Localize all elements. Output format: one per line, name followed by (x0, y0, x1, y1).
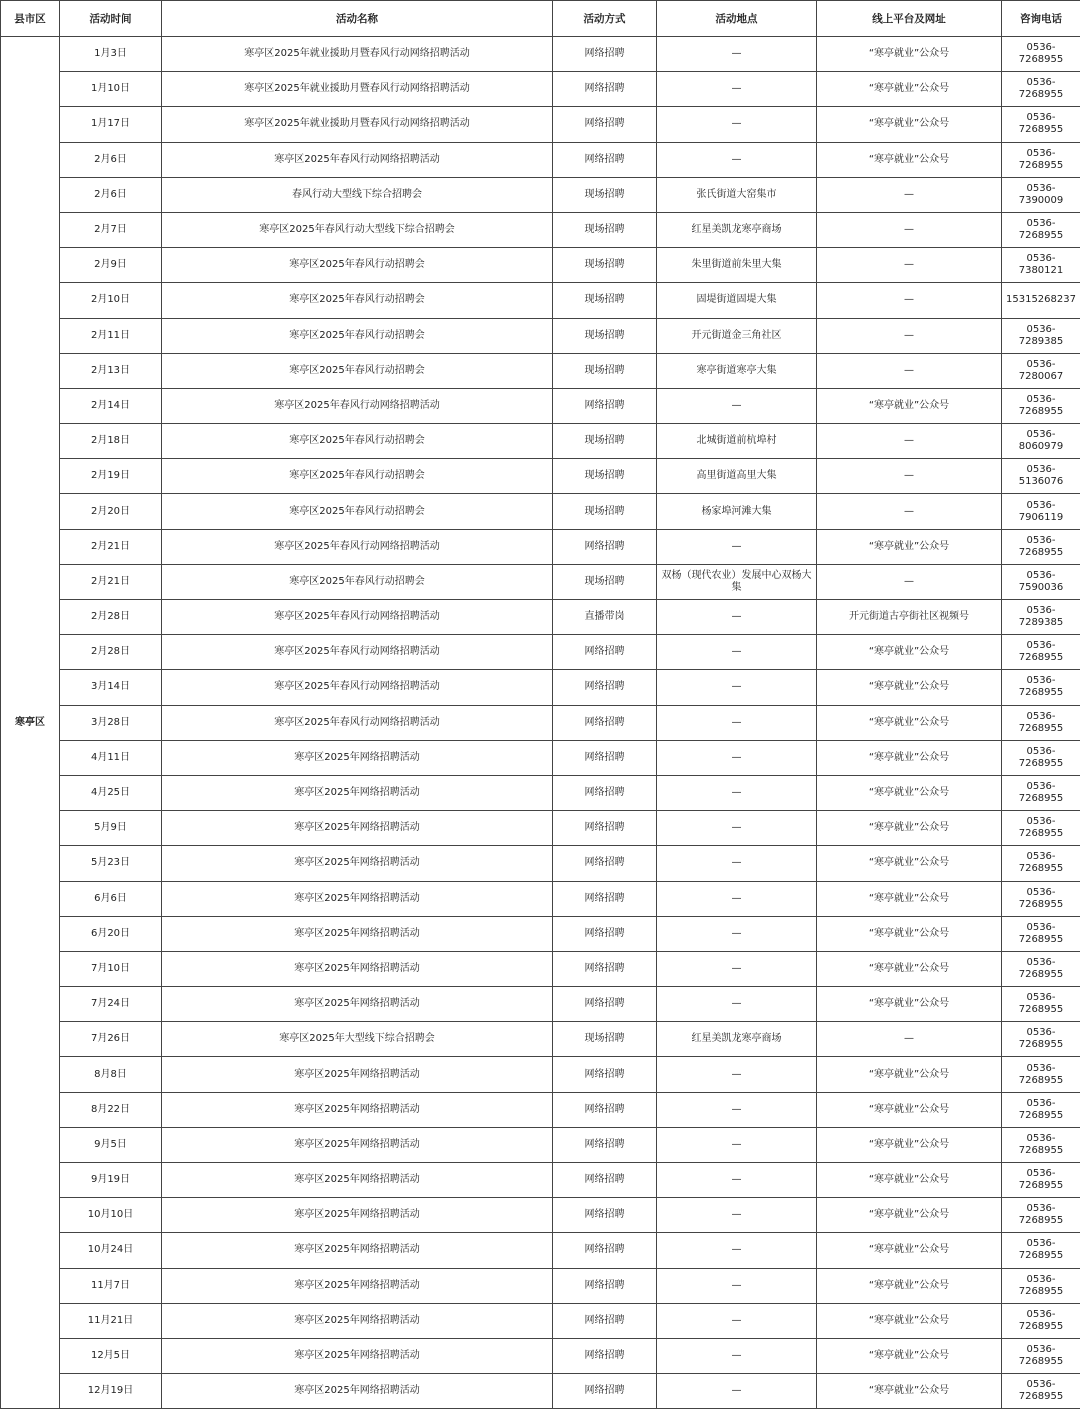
cell-phone: 0536-7268955 (1002, 1057, 1080, 1092)
table-row (1, 459, 1080, 494)
cell-name: 寒亭区2025年网络招聘活动 (162, 1163, 553, 1198)
cell-name: 寒亭区2025年网络招聘活动 (162, 987, 553, 1022)
cell-method: 网络招聘 (553, 388, 657, 423)
cell-name: 寒亭区2025年就业援助月暨春风行动网络招聘活动 (162, 107, 553, 142)
cell-time: 2月19日 (60, 459, 162, 494)
cell-name: 寒亭区2025年春风行动网络招聘活动 (162, 705, 553, 740)
col-header-name: 活动名称 (162, 1, 553, 37)
cell-name: 寒亭区2025年春风行动招聘会 (162, 424, 553, 459)
cell-location: — (657, 740, 817, 775)
cell-phone: 0536-7268955 (1002, 142, 1080, 177)
cell-phone: 0536-7268955 (1002, 72, 1080, 107)
cell-time: 2月6日 (60, 142, 162, 177)
cell-method: 网络招聘 (553, 1233, 657, 1268)
cell-location: — (657, 1338, 817, 1373)
cell-location: — (657, 600, 817, 635)
cell-name: 寒亭区2025年春风行动招聘会 (162, 564, 553, 599)
cell-platform: “寒亭就业”公众号 (817, 987, 1002, 1022)
cell-time: 5月9日 (60, 811, 162, 846)
cell-location: — (657, 1268, 817, 1303)
cell-time: 12月19日 (60, 1374, 162, 1409)
table-row (1, 916, 1080, 951)
cell-name: 寒亭区2025年网络招聘活动 (162, 1268, 553, 1303)
cell-location: — (657, 37, 817, 72)
cell-time: 2月18日 (60, 424, 162, 459)
cell-time: 10月24日 (60, 1233, 162, 1268)
cell-platform: “寒亭就业”公众号 (817, 951, 1002, 986)
cell-location: — (657, 705, 817, 740)
cell-method: 现场招聘 (553, 318, 657, 353)
cell-time: 11月21日 (60, 1303, 162, 1338)
cell-time: 1月10日 (60, 72, 162, 107)
cell-phone: 0536-7268955 (1002, 37, 1080, 72)
cell-phone: 0536-5136076 (1002, 459, 1080, 494)
cell-location: — (657, 1303, 817, 1338)
cell-method: 网络招聘 (553, 1198, 657, 1233)
cell-method: 现场招聘 (553, 564, 657, 599)
cell-phone: 0536-7268955 (1002, 775, 1080, 810)
table-row (1, 388, 1080, 423)
cell-platform: — (817, 424, 1002, 459)
cell-platform: — (817, 177, 1002, 212)
cell-platform: 开元街道古亭街社区视频号 (817, 600, 1002, 635)
cell-phone: 0536-7906119 (1002, 494, 1080, 529)
cell-platform: “寒亭就业”公众号 (817, 1092, 1002, 1127)
cell-method: 现场招聘 (553, 459, 657, 494)
cell-phone: 0536-7268955 (1002, 1268, 1080, 1303)
cell-phone: 0536-7268955 (1002, 635, 1080, 670)
cell-platform: — (817, 1022, 1002, 1057)
table-row (1, 142, 1080, 177)
col-header-method: 活动方式 (553, 1, 657, 37)
cell-location: — (657, 811, 817, 846)
table-row (1, 740, 1080, 775)
cell-location: — (657, 951, 817, 986)
cell-time: 2月21日 (60, 564, 162, 599)
cell-location: — (657, 846, 817, 881)
cell-phone: 0536-7268955 (1002, 1338, 1080, 1373)
cell-time: 8月22日 (60, 1092, 162, 1127)
cell-location: — (657, 1127, 817, 1162)
cell-time: 1月17日 (60, 107, 162, 142)
cell-platform: “寒亭就业”公众号 (817, 705, 1002, 740)
cell-name: 寒亭区2025年春风行动招聘会 (162, 248, 553, 283)
cell-phone: 0536-7268955 (1002, 1233, 1080, 1268)
table-row (1, 1233, 1080, 1268)
cell-method: 网络招聘 (553, 916, 657, 951)
cell-location: — (657, 635, 817, 670)
cell-method: 网络招聘 (553, 951, 657, 986)
cell-phone: 0536-7268955 (1002, 881, 1080, 916)
cell-platform: “寒亭就业”公众号 (817, 881, 1002, 916)
cell-time: 9月5日 (60, 1127, 162, 1162)
cell-location: — (657, 670, 817, 705)
cell-platform: — (817, 212, 1002, 247)
cell-platform: “寒亭就业”公众号 (817, 1127, 1002, 1162)
cell-name: 寒亭区2025年春风行动招聘会 (162, 459, 553, 494)
cell-time: 2月21日 (60, 529, 162, 564)
cell-time: 8月8日 (60, 1057, 162, 1092)
cell-location: — (657, 1092, 817, 1127)
cell-location: — (657, 142, 817, 177)
cell-platform: — (817, 353, 1002, 388)
cell-location: 朱里街道前朱里大集 (657, 248, 817, 283)
cell-phone: 15315268237 (1002, 283, 1080, 318)
cell-time: 7月10日 (60, 951, 162, 986)
cell-name: 寒亭区2025年网络招聘活动 (162, 1127, 553, 1162)
cell-phone: 0536-7390009 (1002, 177, 1080, 212)
table-row (1, 424, 1080, 459)
cell-phone: 0536-7268955 (1002, 987, 1080, 1022)
cell-phone: 0536-7268955 (1002, 529, 1080, 564)
table-row (1, 1268, 1080, 1303)
cell-name: 寒亭区2025年春风行动招聘会 (162, 283, 553, 318)
cell-location: 双杨（现代农业）发展中心双杨大集 (657, 564, 817, 599)
cell-platform: “寒亭就业”公众号 (817, 1268, 1002, 1303)
cell-platform: “寒亭就业”公众号 (817, 811, 1002, 846)
table-row (1, 1338, 1080, 1373)
cell-location: — (657, 1233, 817, 1268)
cell-name: 寒亭区2025年就业援助月暨春风行动网络招聘活动 (162, 72, 553, 107)
table-row (1, 635, 1080, 670)
cell-name: 寒亭区2025年春风行动网络招聘活动 (162, 600, 553, 635)
cell-phone: 0536-7268955 (1002, 670, 1080, 705)
cell-time: 11月7日 (60, 1268, 162, 1303)
cell-time: 2月10日 (60, 283, 162, 318)
cell-platform: — (817, 283, 1002, 318)
cell-phone: 0536-7268955 (1002, 951, 1080, 986)
cell-phone: 0536-8060979 (1002, 424, 1080, 459)
cell-platform: “寒亭就业”公众号 (817, 1163, 1002, 1198)
cell-method: 网络招聘 (553, 1057, 657, 1092)
cell-method: 网络招聘 (553, 670, 657, 705)
cell-method: 网络招聘 (553, 775, 657, 810)
table-row (1, 529, 1080, 564)
cell-location: — (657, 107, 817, 142)
cell-method: 网络招聘 (553, 1092, 657, 1127)
cell-method: 网络招聘 (553, 705, 657, 740)
cell-name: 寒亭区2025年春风行动招聘会 (162, 494, 553, 529)
cell-method: 网络招聘 (553, 1374, 657, 1409)
table-row (1, 670, 1080, 705)
cell-phone: 0536-7268955 (1002, 1163, 1080, 1198)
header-row (1, 1, 1080, 37)
cell-method: 网络招聘 (553, 1127, 657, 1162)
cell-name: 寒亭区2025年网络招聘活动 (162, 1198, 553, 1233)
cell-phone: 0536-7268955 (1002, 916, 1080, 951)
cell-name: 寒亭区2025年就业援助月暨春风行动网络招聘活动 (162, 37, 553, 72)
cell-name: 寒亭区2025年网络招聘活动 (162, 1338, 553, 1373)
cell-method: 网络招聘 (553, 881, 657, 916)
cell-phone: 0536-7380121 (1002, 248, 1080, 283)
cell-name: 寒亭区2025年网络招聘活动 (162, 1233, 553, 1268)
cell-phone: 0536-7268955 (1002, 1092, 1080, 1127)
cell-method: 网络招聘 (553, 1338, 657, 1373)
cell-phone: 0536-7268955 (1002, 740, 1080, 775)
cell-phone: 0536-7268955 (1002, 388, 1080, 423)
cell-name: 寒亭区2025年春风行动网络招聘活动 (162, 670, 553, 705)
table-row (1, 1092, 1080, 1127)
col-header-location: 活动地点 (657, 1, 817, 37)
cell-location: — (657, 72, 817, 107)
cell-location: — (657, 1057, 817, 1092)
table-row (1, 1163, 1080, 1198)
cell-name: 寒亭区2025年大型线下综合招聘会 (162, 1022, 553, 1057)
cell-name: 寒亭区2025年春风行动招聘会 (162, 318, 553, 353)
col-header-phone: 咨询电话 (1002, 1, 1080, 37)
cell-platform: “寒亭就业”公众号 (817, 670, 1002, 705)
cell-time: 2月9日 (60, 248, 162, 283)
cell-method: 网络招聘 (553, 635, 657, 670)
table-row (1, 353, 1080, 388)
cell-name: 寒亭区2025年网络招聘活动 (162, 916, 553, 951)
cell-name: 寒亭区2025年网络招聘活动 (162, 811, 553, 846)
cell-platform: “寒亭就业”公众号 (817, 1057, 1002, 1092)
col-header-district: 县市区 (1, 1, 60, 37)
cell-time: 2月6日 (60, 177, 162, 212)
cell-location: 固堤街道固堤大集 (657, 283, 817, 318)
cell-time: 4月25日 (60, 775, 162, 810)
cell-location: 红星美凯龙寒亭商场 (657, 1022, 817, 1057)
table-row (1, 72, 1080, 107)
cell-method: 网络招聘 (553, 529, 657, 564)
cell-platform: “寒亭就业”公众号 (817, 1233, 1002, 1268)
cell-platform: — (817, 494, 1002, 529)
cell-method: 现场招聘 (553, 177, 657, 212)
cell-name: 春风行动大型线下综合招聘会 (162, 177, 553, 212)
cell-platform: “寒亭就业”公众号 (817, 1198, 1002, 1233)
cell-time: 3月28日 (60, 705, 162, 740)
cell-method: 网络招聘 (553, 740, 657, 775)
cell-location: 开元街道金三角社区 (657, 318, 817, 353)
cell-platform: “寒亭就业”公众号 (817, 72, 1002, 107)
cell-name: 寒亭区2025年网络招聘活动 (162, 775, 553, 810)
cell-time: 2月7日 (60, 212, 162, 247)
cell-phone: 0536-7289385 (1002, 600, 1080, 635)
cell-method: 网络招聘 (553, 37, 657, 72)
table-row (1, 212, 1080, 247)
cell-phone: 0536-7268955 (1002, 705, 1080, 740)
table-row (1, 846, 1080, 881)
table-row (1, 107, 1080, 142)
table-row (1, 1127, 1080, 1162)
cell-method: 网络招聘 (553, 142, 657, 177)
cell-platform: “寒亭就业”公众号 (817, 388, 1002, 423)
table-row (1, 1198, 1080, 1233)
table-row (1, 248, 1080, 283)
district-cell: 寒亭区 (1, 37, 60, 1409)
cell-method: 网络招聘 (553, 846, 657, 881)
table-row (1, 775, 1080, 810)
cell-location: 寒亭街道寒亭大集 (657, 353, 817, 388)
cell-name: 寒亭区2025年网络招聘活动 (162, 1303, 553, 1338)
cell-platform: “寒亭就业”公众号 (817, 775, 1002, 810)
cell-phone: 0536-7268955 (1002, 1127, 1080, 1162)
cell-method: 现场招聘 (553, 1022, 657, 1057)
cell-phone: 0536-7280067 (1002, 353, 1080, 388)
cell-location: — (657, 388, 817, 423)
table-row (1, 1303, 1080, 1338)
cell-location: 高里街道高里大集 (657, 459, 817, 494)
table-row (1, 705, 1080, 740)
cell-location: — (657, 987, 817, 1022)
table-row (1, 37, 1080, 72)
cell-location: 张氏街道大窑集市 (657, 177, 817, 212)
cell-platform: — (817, 564, 1002, 599)
cell-location: 北城街道前杭埠村 (657, 424, 817, 459)
cell-platform: “寒亭就业”公众号 (817, 846, 1002, 881)
cell-phone: 0536-7268955 (1002, 1022, 1080, 1057)
cell-name: 寒亭区2025年春风行动招聘会 (162, 353, 553, 388)
cell-time: 6月6日 (60, 881, 162, 916)
cell-location: — (657, 1198, 817, 1233)
cell-name: 寒亭区2025年春风行动大型线下综合招聘会 (162, 212, 553, 247)
cell-method: 现场招聘 (553, 212, 657, 247)
table-row (1, 564, 1080, 599)
cell-platform: “寒亭就业”公众号 (817, 635, 1002, 670)
cell-method: 直播带岗 (553, 600, 657, 635)
table-row (1, 177, 1080, 212)
cell-location: — (657, 1374, 817, 1409)
cell-platform: “寒亭就业”公众号 (817, 142, 1002, 177)
cell-method: 现场招聘 (553, 248, 657, 283)
cell-method: 现场招聘 (553, 283, 657, 318)
cell-platform: “寒亭就业”公众号 (817, 107, 1002, 142)
cell-phone: 0536-7590036 (1002, 564, 1080, 599)
cell-time: 12月5日 (60, 1338, 162, 1373)
table-body (1, 37, 1080, 1409)
cell-time: 7月26日 (60, 1022, 162, 1057)
cell-time: 2月28日 (60, 600, 162, 635)
cell-time: 1月3日 (60, 37, 162, 72)
cell-method: 网络招聘 (553, 1268, 657, 1303)
table-row (1, 987, 1080, 1022)
cell-method: 现场招聘 (553, 353, 657, 388)
cell-platform: “寒亭就业”公众号 (817, 916, 1002, 951)
cell-method: 网络招聘 (553, 811, 657, 846)
cell-name: 寒亭区2025年春风行动网络招聘活动 (162, 635, 553, 670)
cell-platform: “寒亭就业”公众号 (817, 740, 1002, 775)
cell-platform: “寒亭就业”公众号 (817, 1303, 1002, 1338)
cell-platform: — (817, 248, 1002, 283)
cell-platform: “寒亭就业”公众号 (817, 529, 1002, 564)
cell-name: 寒亭区2025年春风行动网络招聘活动 (162, 142, 553, 177)
cell-name: 寒亭区2025年网络招聘活动 (162, 1374, 553, 1409)
table-row (1, 1057, 1080, 1092)
cell-method: 网络招聘 (553, 72, 657, 107)
table-row (1, 1374, 1080, 1409)
table-row (1, 1022, 1080, 1057)
cell-platform: “寒亭就业”公众号 (817, 1338, 1002, 1373)
cell-time: 2月20日 (60, 494, 162, 529)
cell-time: 2月28日 (60, 635, 162, 670)
cell-time: 6月20日 (60, 916, 162, 951)
cell-time: 5月23日 (60, 846, 162, 881)
cell-method: 网络招聘 (553, 1303, 657, 1338)
cell-name: 寒亭区2025年网络招聘活动 (162, 881, 553, 916)
cell-method: 现场招聘 (553, 494, 657, 529)
cell-location: 杨家埠河滩大集 (657, 494, 817, 529)
cell-phone: 0536-7268955 (1002, 107, 1080, 142)
cell-platform: — (817, 318, 1002, 353)
cell-time: 2月13日 (60, 353, 162, 388)
cell-method: 网络招聘 (553, 107, 657, 142)
cell-method: 现场招聘 (553, 424, 657, 459)
cell-location: — (657, 1163, 817, 1198)
cell-platform: “寒亭就业”公众号 (817, 1374, 1002, 1409)
cell-time: 10月10日 (60, 1198, 162, 1233)
cell-name: 寒亭区2025年网络招聘活动 (162, 846, 553, 881)
cell-phone: 0536-7268955 (1002, 1374, 1080, 1409)
table-row (1, 881, 1080, 916)
cell-location: 红星美凯龙寒亭商场 (657, 212, 817, 247)
cell-method: 网络招聘 (553, 1163, 657, 1198)
col-header-time: 活动时间 (60, 1, 162, 37)
cell-time: 3月14日 (60, 670, 162, 705)
cell-phone: 0536-7268955 (1002, 212, 1080, 247)
table-row (1, 318, 1080, 353)
cell-location: — (657, 775, 817, 810)
cell-time: 2月14日 (60, 388, 162, 423)
col-header-platform: 线上平台及网址 (817, 1, 1002, 37)
cell-name: 寒亭区2025年网络招聘活动 (162, 1092, 553, 1127)
cell-phone: 0536-7268955 (1002, 1303, 1080, 1338)
cell-time: 4月11日 (60, 740, 162, 775)
cell-name: 寒亭区2025年网络招聘活动 (162, 1057, 553, 1092)
cell-platform: — (817, 459, 1002, 494)
cell-name: 寒亭区2025年春风行动网络招聘活动 (162, 529, 553, 564)
table-row (1, 494, 1080, 529)
table-row (1, 600, 1080, 635)
table-row (1, 283, 1080, 318)
cell-time: 9月19日 (60, 1163, 162, 1198)
cell-phone: 0536-7268955 (1002, 1198, 1080, 1233)
cell-method: 网络招聘 (553, 987, 657, 1022)
cell-name: 寒亭区2025年春风行动网络招聘活动 (162, 388, 553, 423)
table-row (1, 951, 1080, 986)
cell-name: 寒亭区2025年网络招聘活动 (162, 951, 553, 986)
cell-time: 7月24日 (60, 987, 162, 1022)
cell-phone: 0536-7268955 (1002, 846, 1080, 881)
cell-phone: 0536-7289385 (1002, 318, 1080, 353)
cell-platform: “寒亭就业”公众号 (817, 37, 1002, 72)
cell-location: — (657, 529, 817, 564)
cell-phone: 0536-7268955 (1002, 811, 1080, 846)
cell-time: 2月11日 (60, 318, 162, 353)
cell-location: — (657, 881, 817, 916)
cell-name: 寒亭区2025年网络招聘活动 (162, 740, 553, 775)
table-row (1, 811, 1080, 846)
cell-location: — (657, 916, 817, 951)
